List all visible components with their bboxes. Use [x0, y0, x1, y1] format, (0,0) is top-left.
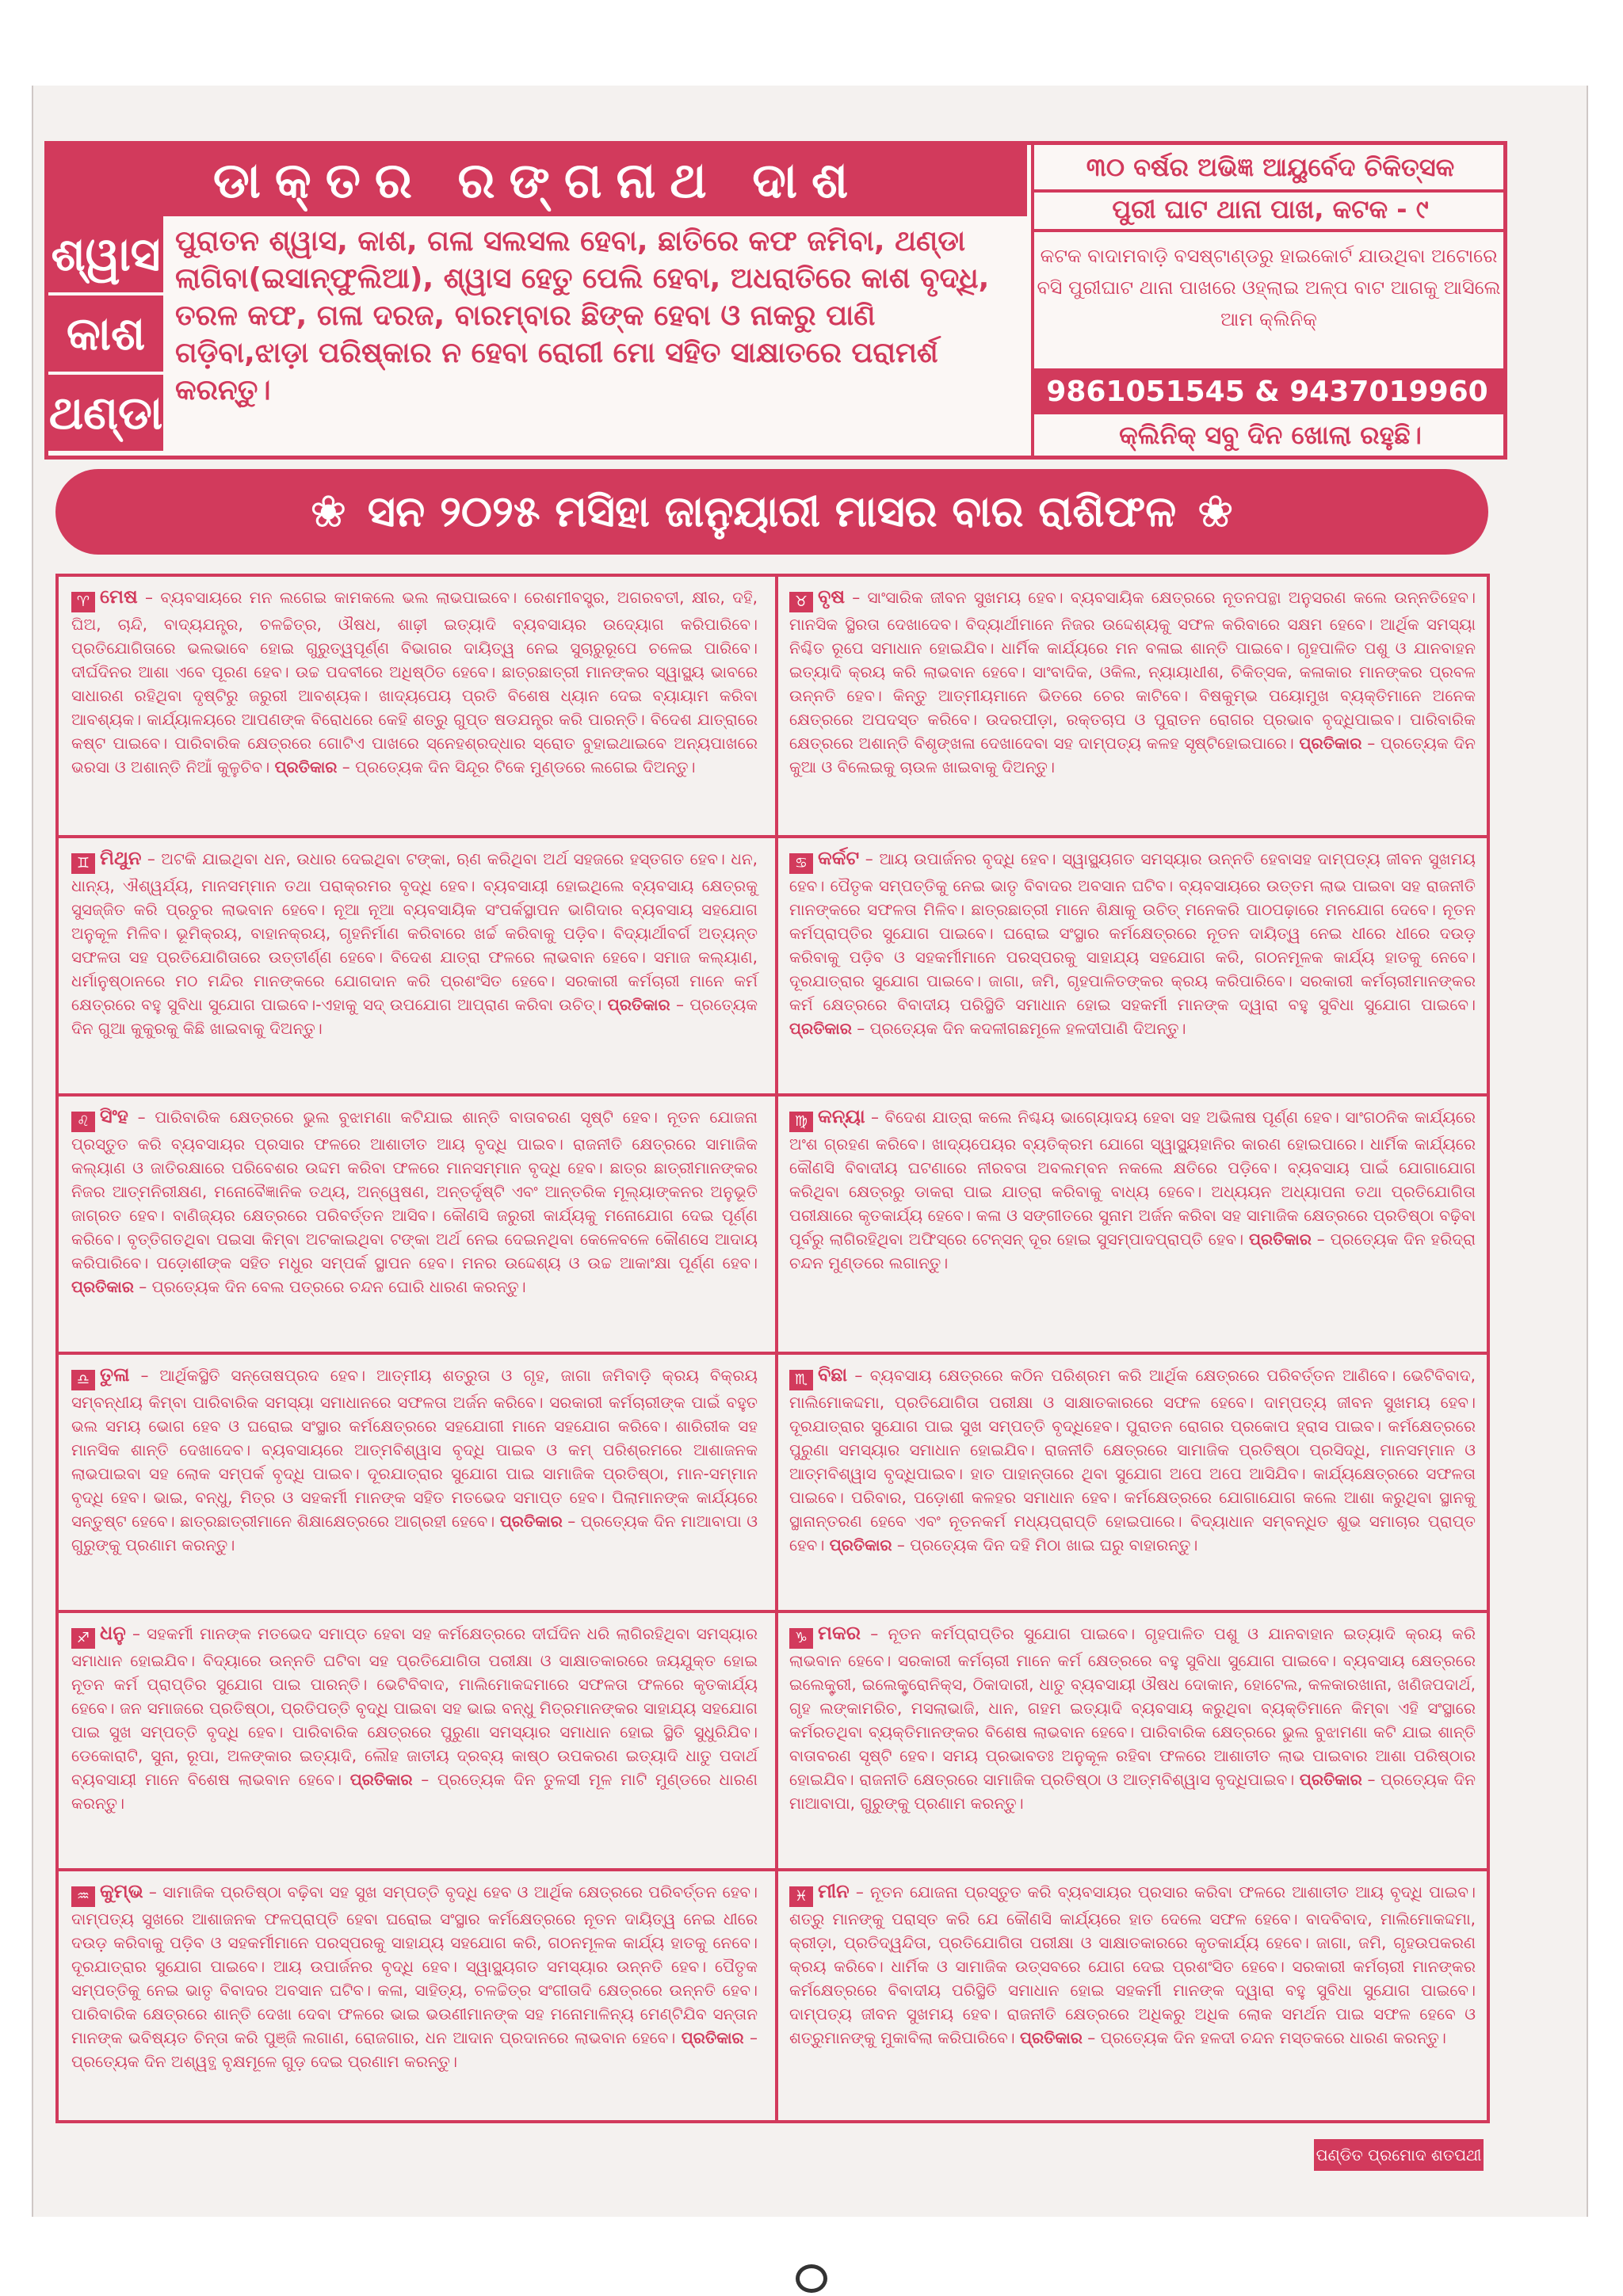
sign-text: ପାରିବାରିକ କ୍ଷେତ୍ରରେ ଭୁଲ ବୁଝାମଣା କଟିଯାଇ ଶାନ୍ତି ବାତାବରଣ ସୃଷ୍ଟି ହେବ। ନୂତନ ଯୋଜନା ପ୍ରସ୍ତୁତ କରି ବ୍ୟବସାୟର ପ୍ରସାର ଫଳରେ ଆଶାତୀତ ଆୟ ବୃଦ୍ଧି ପାଇବ। ରାଜନୀତି କ୍ଷେତ୍ରରେ ସାମାଜିକ କଲ୍ୟାଣ ଓ ଜାତିରକ୍ଷାରେ ପରିବେଶର ଉଦ୍ଦମ କରିବା ଫଳରେ ମାନସମ୍ମାନ ବୃଦ୍ଧି ହେବ। ଛାତ୍ର ଛାତ୍ରୀମାନଙ୍କର ନିଜର ଆତ୍ମନିରୀକ୍ଷଣ, ମନୋବୈଜ୍ଞାନିକ ତଥ୍ୟ, ଅନ୍ୱେଷଣ, ଅନ୍ତର୍ଦୃଷ୍ଟି ଏବଂ ଆନ୍ତରିକ ମୂଲ୍ୟାଙ୍କନର ଅନୁଭୂତି ଜାଗ୍ରତ ହେବ। ବାଣିଜ୍ୟର କ୍ଷେତ୍ରରେ ପରିବର୍ତ୍ତନ ଆସିବ। କୌଣସି ଜରୁରୀ କାର୍ଯ୍ୟକୁ ମନୋଯୋଗ ଦେଇ ପୂର୍ଣ୍ଣ କରିବେ। ବୃତ୍ତିଗତଥିବା ପଇସା କିମ୍ବା ଅଟକାଇଥିବା ଟଙ୍କା ଅର୍ଥ ନେଇ ଦେଇନଥିବା କେଳେବଳେ କୌଣସେ ଆଦାୟ କରିପାରିବେ। ପଡ଼ୋଶୀଙ୍କ ସହିତ ମଧୁର ସମ୍ପର୍କ ସ୍ଥାପନ ହେବ। ମନର ଉଦ୍ଦେଶ୍ୟ ଓ ଉଚ୍ଚ ଆକାଂକ୍ଷା ପୂର୍ଣ୍ଣ ହେବ। [71, 1108, 758, 1272]
sign-name: କନ୍ୟା [818, 1105, 865, 1127]
sign-name: ମୀନ [818, 1880, 850, 1902]
sign-box-virgo: ♍ କନ୍ୟା – ବିଦେଶ ଯାତ୍ରା କଲେ ନିଶ୍ଚୟ ଭାଗ୍ୟୋଦୟ ହେବା ସହ ଅଭିଳାଷ ପୂର୍ଣ୍ଣ ହେବ। ସାଂଗଠନିକ କାର୍ଯ୍ୟରେ ଅଂଶ ଗ୍ରହଣ କରିବେ। ଖାଦ୍ୟପେୟର ବ୍ୟତିକ୍ରମ ଯୋଗେ ସ୍ୱାସ୍ଥ୍ୟହାନିର କାରଣ ହୋଇପାରେ। ଧାର୍ମିକ କାର୍ଯ୍ୟରେ କୌଣସି ବିବାଦୀୟ ଘଟଣାରେ ନୀରବତା ଅବଲମ୍ବନ ନକଲେ କ୍ଷତିରେ ପଡ଼ିବେ। ବ୍ୟବସାୟ ପାଇଁ ଯୋଗାଯୋଗ କରିଥିବା କ୍ଷେତ୍ରରୁ ଡାକରା ପାଇ ଯାତ୍ରା କରିବାକୁ ବାଧ୍ୟ ହେବେ। ଅଧ୍ୟୟନ ଅଧ୍ୟାପନା ତଥା ପ୍ରତିଯୋଗିତା ପରୀକ୍ଷାରେ କୃତକାର୍ଯ୍ୟ ହେବେ। କଳା ଓ ସଙ୍ଗୀତରେ ସୁନାମ ଅର୍ଜନ କରିବା ସହ ସାମାଜିକ କ୍ଷେତ୍ରରେ ପ୍ରତିଷ୍ଠା ବଢ଼ିବା ପୂର୍ବରୁ ଲାଗିରହିଥିବା ଅଫିସ୍‌ରେ ଟେନ୍‌ସନ୍ ଦୂର ହୋଇ ସୁସମ୍ପାଦପ୍ରାପ୍ତି ହେବ। ପ୍ରତିକାର – ପ୍ରତ୍ୟେକ ଦିନ ହରିଦ୍ରା ଚନ୍ଦନ ମୁଣ୍ଡରେ ଲଗାନ୍ତୁ। [789, 1105, 1476, 1272]
sign-box-pisces: ♓ ମୀନ – ନୂତନ ଯୋଜନା ପ୍ରସ୍ତୁତ କରି ବ୍ୟବସାୟର ପ୍ରସାର କରିବା ଫଳରେ ଆଶାତୀତ ଆୟ ବୃଦ୍ଧି ପାଇବ। ଶତ୍ରୁ ମାନଙ୍କୁ ପରାସ୍ତ କରି ଯେ କୌଣସି କାର୍ଯ୍ୟରେ ହାତ ଦେଲେ ସଫଳ ହେବେ। ବାଦବିବାଦ, ମାଲିମୋକଦ୍ଦମା, କ୍ରୀଡ଼ା, ପ୍ରତିଦ୍ୱନ୍ଦିତା, ପ୍ରତିଯୋଗିତା ପରୀକ୍ଷା ଓ ସାକ୍ଷାତକାରରେ କୃତକାର୍ଯ୍ୟ ହେବେ। ଜାଗା, ଜମି, ଗୃହଉପକରଣ କ୍ରୟ କରିବେ। ଧାର୍ମିକ ଓ ସାମାଜିକ ଉତ୍ସବରେ ଯୋଗ ଦେଇ ପ୍ରଶଂସିତ ହେବେ। ସରକାରୀ କର୍ମଚାରୀ ମାନଙ୍କର କର୍ମକ୍ଷେତ୍ରରେ ବିବାଦୀୟ ପରିସ୍ଥିତି ସମାଧାନ ହୋଇ ସହକର୍ମୀ ମାନଙ୍କ ଦ୍ୱାରା ବହୁ ସୁବିଧା ସୁଯୋଗ ପାଇବେ। ଦାମ୍ପତ୍ୟ ଜୀବନ ସୁଖମୟ ହେବ। ରାଜନୀତି କ୍ଷେତ୍ରରେ ଅଧିକରୁ ଅଧିକ ଲୋକ ସମର୍ଥନ ପାଇ ସଫଳ ହେବେ ଓ ଶତ୍ରୁମାନଙ୍କୁ ମୁକାବିଲା କରିପାରିବେ। ପ୍ରତିକାର – ପ୍ରତ୍ୟେକ ଦିନ ହଳଦୀ ଚନ୍ଦନ ମସ୍ତକରେ ଧାରଣ କରନ୍ତୁ। [789, 1880, 1476, 2047]
hanging-hole [796, 2264, 827, 2293]
remedy-label: ପ୍ରତିକାର [1248, 1230, 1312, 1249]
clinic-address: ପୁରୀ ଘାଟ ଥାନା ପାଖ, କଟକ - ୯ [1031, 189, 1507, 232]
sign-text: ନୂତନ କର୍ମପ୍ରାପ୍ତିର ସୁଯୋଗ ପାଇବେ। ଗୃହପାଳିତ ପଶୁ ଓ ଯାନବାହାନ ଇତ୍ୟାଦି କ୍ରୟ କରି ଲାଭବାନ ହେବେ। ସରକାରୀ କର୍ମଚାରୀ ମାନେ କର୍ମ କ୍ଷେତ୍ରରେ ବହୁ ସୁବିଧା ସୁଯୋଗ ପାଇବେ। ବ୍ୟବସାୟ କ୍ଷେତ୍ରରେ ଇଲେକ୍ଟ୍ରୀ, ଇଲେକ୍ଟ୍ରୋନିକ୍ସ, ଠିକାଦାରୀ, ଧାତୁ ବ୍ୟବସାୟୀ ଔଷଧ ଦୋକାନ, ହୋଟେଲ, କଳକାରଖାନା, ଖଣିଜପଦାର୍ଥ, ଗୃହ ଲଙ୍କାମରିଚ, ମସଲାଭାଜି, ଧାନ, ଗହମ ଇତ୍ୟାଦି ବ୍ୟବସାୟ କରୁଥିବା ବ୍ୟକ୍ତିମାନେ କିମ୍ବା ଏହି ସଂସ୍ଥାରେ କର୍ମରତଥିବା ବ୍ୟକ୍ତିମାନଙ୍କର ବିଶେଷ ଲାଭବାନ ହେବେ। ପାରିବାରିକ କ୍ଷେତ୍ରରେ ଭୁଲ ବୁଝାମଣା କଟି ଯାଇ ଶାନ୍ତି ବାତାବରଣ ସୃଷ୍ଟି ହେବ। ସମୟ ପ୍ରଭାବତଃ ଅନୁକୂଳ ରହିବା ଫଳରେ ଆଶାତୀତ ଲାଭ ପାଇବାର ଆଶା ପରିଷ୍ଠାର ହୋଇଯିବ। ରାଜନୀତି କ୍ଷେତ୍ରରେ ସାମାଜିକ ପ୍ରତିଷ୍ଠା ଓ ଆତ୍ମବିଶ୍ୱାସ ବୃଦ୍ଧିପାଇବ। [789, 1624, 1476, 1789]
doctor-name: ଡାକ୍ତର ରଙ୍ଗନାଥ ଦାଶ [48, 145, 1027, 216]
sign-name: ତୁଳା [100, 1363, 130, 1386]
sign-text: ସହକର୍ମୀ ମାନଙ୍କ ମତଭେଦ ସମାପ୍ତ ହେବା ସହ କର୍ମକ୍ଷେତ୍ରରେ ଦୀର୍ଘଦିନ ଧରି ଲାଗିରହିଥିବା ସମସ୍ୟାର ସମାଧାନ ହୋଇଯିବ। ବିଦ୍ୟାରେ ଉନ୍ନତି ଘଟିବା ସହ ପ୍ରତିଯୋଗିତା ପରୀକ୍ଷା ଓ ସାକ୍ଷାତକାରରେ ଜୟଯୁକ୍ତ ହୋଇ ନୂତନ କର୍ମ ପ୍ରାପ୍ତିର ସୁଯୋଗ ପାଇ ପାରନ୍ତି। ଭେଟିବିବାଦ, ମାଲିମୋକଦ୍ଦମାରେ ସଫଳତା ଫଳରେ କୃତକାର୍ଯ୍ୟ ହେବେ। ଜନ ସମାଜରେ ପ୍ରତିଷ୍ଠା, ପ୍ରତିପତ୍ତି ବୃଦ୍ଧି ପାଇବା ସହ ଭାଇ ବନ୍ଧୁ ମିତ୍ରମାନଙ୍କର ସାହାଯ୍ୟ ସହଯୋଗ ପାଇ ସୁଖ ସମ୍ପତ୍ତି ବୃଦ୍ଧି ହେବ। ପାରିବାରିକ କ୍ଷେତ୍ରରେ ପୁରୁଣା ସମସ୍ୟାର ସମାଧାନ ହୋଇ ସ୍ଥିତି ସୁଧୁରିଯିବ। ଡେକୋରାଟି, ସୁନା, ରୂପା, ଅଳଙ୍କାର ଇତ୍ୟାଦି, ଲୌହ ଜାତୀୟ ଦ୍ରବ୍ୟ କାଷ୍ଠ ଉପକରଣ ଇତ୍ୟାଦି ଧାତୁ ପଦାର୍ଥ ବ୍ୟବସାୟୀ ମାନେ ବିଶେଷ ଲାଭବାନ ହେବେ। [71, 1624, 758, 1789]
sign-name: ମେଷ [100, 585, 138, 608]
sign-box-scorpio: ♏ ବିଛା – ବ୍ୟବସାୟ କ୍ଷେତ୍ରରେ କଠିନ ପରିଶ୍ରମ କରି ଆର୍ଥିକ କ୍ଷେତ୍ରରେ ପରିବର୍ତ୍ତନ ଆଣିବେ। ଭେଟିବିବାଦ, ମାଲିମୋକଦ୍ଦମା, ପ୍ରତିଯୋଗିତା ପରୀକ୍ଷା ଓ ସାକ୍ଷାତକାରରେ ସଫଳ ହେବେ। ଦାମ୍ପତ୍ୟ ଜୀବନ ସୁଖମୟ ହେବ। ଦୂରଯାତ୍ରାର ସୁଯୋଗ ପାଇ ସୁଖ ସମ୍ପତ୍ତି ବୃଦ୍ଧିହେବ। ପୁରାତନ ରୋଗର ପ୍ରକୋପ ହ୍ରାସ ପାଇବ। କର୍ମକ୍ଷେତ୍ରରେ ପୁରୁଣା ସମସ୍ୟାର ସମାଧାନ ହୋଇଯିବ। ରାଜନୀତି କ୍ଷେତ୍ରରେ ସାମାଜିକ ପ୍ରତିଷ୍ଠା ପ୍ରସିଦ୍ଧି, ମାନସମ୍ମାନ ଓ ଆତ୍ମବିଶ୍ୱାସ ବୃଦ୍ଧିପାଇବ। ହାତ ପାହାନ୍ତାରେ ଥିବା ସୁଯୋଗ ଅପେ ଅପେ ଆସିଯିବ। କାର୍ଯ୍ୟକ୍ଷେତ୍ରରେ ସଫଳତା ପାଇବେ। ପରିବାର, ପଡ଼ୋଶୀ କଳହର ସମାଧାନ ହେବ। କର୍ମକ୍ଷେତ୍ରରେ ଯୋଗାଯୋଗ କଲେ ଆଶା କରୁଥିବା ସ୍ଥାନକୁ ସ୍ଥାନାନ୍ତରଣ ହେବେ ଏବଂ ନୂତନକର୍ମ ମଧ୍ୟପ୍ରାପ୍ତି ହୋଇପାରେ। ବିଦ୍ୟାଧାନ ସମ୍ବନ୍ଧିତ ଶୁଭ ସମାଚାର ପ୍ରାପ୍ତ ହେବ। ପ୍ରତିକାର – ପ୍ରତ୍ୟେକ ଦିନ ଦହି ମିଠା ଖାଇ ଘରୁ ବାହାରନ୍ତୁ। [789, 1363, 1476, 1554]
sign-name: ମକର [818, 1622, 861, 1644]
remedy-label: ପ୍ରତିକାର [71, 1277, 134, 1296]
clinic-advertisement [44, 141, 1507, 460]
remedy-text: ପ୍ରତ୍ୟେକ ଦିନ କଦଳୀଗଛମୂଳେ ହଳଦୀପାଣି ଦିଅନ୍ତୁ। [869, 1019, 1186, 1038]
ailment-label-breath: ଶ୍ୱାସ [48, 216, 163, 292]
sign-text: ଆର୍ଥିକସ୍ଥିତି ସନ୍ତୋଷପ୍ରଦ ହେବ। ଆତ୍ମୀୟ ଶତ୍ରୁତା ଓ ଗୃହ, ଜାଗା ଜମିବାଡ଼ି କ୍ରୟ ବିକ୍ରୟ ସମ୍ବନ୍ଧୀୟ କିମ୍ବା ପାରିବାରିକ ସମସ୍ୟା ସମାଧାନରେ ସଫଳତା ଅର୍ଜନ କରିବେ। ସରକାରୀ କର୍ମଚାରୀଙ୍କ ପାଇଁ ବହୁତ ଭଲ ସମୟ ଭୋଗ ହେବ ଓ ଘରୋଇ ସଂସ୍ଥାର କର୍ମକ୍ଷେତ୍ରରେ ସହଯୋଗୀ ମାନେ ସହଯୋଗ କରିବେ। ଶାରିରୀକ ସହ ମାନସିକ ଶାନ୍ତି ଦେଖାଦେବ। ବ୍ୟବସାୟରେ ଆତ୍ମବିଶ୍ୱାସ ବୃଦ୍ଧି ପାଇବ ଓ କମ୍ ପରିଶ୍ରମରେ ଆଶାଜନକ ଲାଭପାଇବା ସହ ଲୋକ ସମ୍ପର୍କ ବୃଦ୍ଧି ପାଇବ। ଦୂରଯାତ୍ରାର ସୁଯୋଗ ପାଇ ସାମାଜିକ ପ୍ରତିଷ୍ଠା, ମାନ-ସମ୍ମାନ ବୃଦ୍ଧି ହେବ। ଭାଇ, ବନ୍ଧୁ, ମିତ୍ର ଓ ସହକର୍ମୀ ମାନଙ୍କ ସହିତ ମତଭେଦ ସମାପ୍ତ ହେବ। ପିଲାମାନଙ୍କ କାର୍ଯ୍ୟରେ ସନ୍ତୁଷ୍ଟ ହେବେ। ଛାତ୍ରଛାତ୍ରୀମାନେ ଶିକ୍ଷାକ୍ଷେତ୍ରରେ ଆଗ୍ରହୀ ହେବେ। [71, 1366, 758, 1531]
flower-ornament-icon: ❀ [1197, 486, 1235, 538]
remedy-text: ପ୍ରତ୍ୟେକ ଦିନ ଗୁଆ କୁକୁରକୁ କିଛି ଖାଇବାକୁ ଦିଅନ୍ତୁ। [71, 995, 758, 1038]
sign-box-aquarius: ♒ କୁମ୍ଭ – ସାମାଜିକ ପ୍ରତିଷ୍ଠା ବଢ଼ିବା ସହ ସୁଖ ସମ୍ପତ୍ତି ବୃଦ୍ଧି ହେବ ଓ ଆର୍ଥିକ କ୍ଷେତ୍ରରେ ପରିବର୍ତ୍ତନ ହେବ। ଦାମ୍ପତ୍ୟ ସୁଖରେ ଆଶାଜନକ ଫଳପ୍ରାପ୍ତି ହେବା ଘରୋଇ ସଂସ୍ଥାର କର୍ମକ୍ଷେତ୍ରରେ ନୂତନ ଦାୟିତ୍ୱ ନେଇ ଧୀରେ ଦଉଡ଼ କରିବାକୁ ପଡ଼ିବ ଓ ସହକର୍ମୀମାନେ ପରସ୍ପରକୁ ସାହାଯ୍ୟ ସହଯୋଗ କରି, ଗଠନମୂଳକ କାର୍ଯ୍ୟ ହାତକୁ ନେବେ। ଦୂରଯାତ୍ରାର ସୁଯୋଗ ପାଇବେ। ଆୟ ଉପାର୍ଜନର ବୃଦ୍ଧି ହେବ। ସ୍ୱାସ୍ଥ୍ୟଗତ ସମସ୍ୟାର ଉନ୍ନତି ହେବ। ପୈତୃକ ସମ୍ପତ୍ତିକୁ ନେଇ ଭାତୃ ବିବାଦର ଅବସାନ ଘଟିବ। କଳା, ସାହିତ୍ୟ, ଚଳଚ୍ଚିତ୍ର ସଂଗୀତାଦି କ୍ଷେତ୍ରରେ ଉନ୍ନତି ହେବ। ପାରିବାରିକ କ୍ଷେତ୍ରରେ ଶାନ୍ତି ଦେଖା ଦେବା ଫଳରେ ଭାଇ ଭଉଣୀମାନଙ୍କ ସହ ମନୋମାଳିନ୍ୟ ମେଣ୍ଟିଯିବ ସନ୍ତାନ ମାନଙ୍କ ଭବିଷ୍ୟତ ଚିନ୍ତା କରି ପୁଞ୍ଜି ଲଗାଣ, ରୋଜଗାର, ଧନ ଆଦାନ ପ୍ରଦାନରେ ଲାଭବାନ ହେବେ। ପ୍ରତିକାର – ପ୍ରତ୍ୟେକ ଦିନ ଅଶ୍ୱତ୍ଥ ବୃକ୍ଷମୂଳେ ଗୁଡ଼ ଦେଇ ପ୍ରଣାମ କରନ୍ତୁ। [71, 1880, 758, 2071]
sign-text: ବିଦେଶ ଯାତ୍ରା କଲେ ନିଶ୍ଚୟ ଭାଗ୍ୟୋଦୟ ହେବା ସହ ଅଭିଳାଷ ପୂର୍ଣ୍ଣ ହେବ। ସାଂଗଠନିକ କାର୍ଯ୍ୟରେ ଅଂଶ ଗ୍ରହଣ କରିବେ। ଖାଦ୍ୟପେୟର ବ୍ୟତିକ୍ରମ ଯୋଗେ ସ୍ୱାସ୍ଥ୍ୟହାନିର କାରଣ ହୋଇପାରେ। ଧାର୍ମିକ କାର୍ଯ୍ୟରେ କୌଣସି ବିବାଦୀୟ ଘଟଣାରେ ନୀରବତା ଅବଲମ୍ବନ ନକଲେ କ୍ଷତିରେ ପଡ଼ିବେ। ବ୍ୟବସାୟ ପାଇଁ ଯୋଗାଯୋଗ କରିଥିବା କ୍ଷେତ୍ରରୁ ଡାକରା ପାଇ ଯାତ୍ରା କରିବାକୁ ବାଧ୍ୟ ହେବେ। ଅଧ୍ୟୟନ ଅଧ୍ୟାପନା ତଥା ପ୍ରତିଯୋଗିତା ପରୀକ୍ଷାରେ କୃତକାର୍ଯ୍ୟ ହେବେ। କଳା ଓ ସଙ୍ଗୀତରେ ସୁନାମ ଅର୍ଜନ କରିବା ସହ ସାମାଜିକ କ୍ଷେତ୍ରରେ ପ୍ରତିଷ୍ଠା ବଢ଼ିବା ପୂର୍ବରୁ ଲାଗିରହିଥିବା ଅଫିସ୍‌ରେ ଟେନ୍‌ସନ୍ ଦୂର ହୋଇ ସୁସମ୍ପାଦପ୍ରାପ୍ତି ହେବ। [789, 1108, 1476, 1249]
sign-name: ଧନୁ [100, 1622, 126, 1644]
remedy-label: ପ୍ରତିକାର [681, 2028, 744, 2047]
experience-label: ୩୦ ବର୍ଷର ଅଭିଜ୍ଞ ଆୟୁର୍ବେଦ ଚିକିତ୍ସକ [1031, 145, 1507, 193]
sign-text: ଆୟ ଉପାର୍ଜନର ବୃଦ୍ଧି ହେବ। ସ୍ୱାସ୍ଥ୍ୟଗତ ସମସ୍ୟାର ଉନ୍ନତି ହେବାସହ ଦାମ୍ପତ୍ୟ ଜୀବନ ସୁଖମୟ ହେବ। ପୈତୃକ ସମ୍ପତ୍ତିକୁ ନେଇ ଭାତୃ ବିବାଦର ଅବସାନ ଘଟିବ। ବ୍ୟବସାୟରେ ଉତ୍ତମ ଲାଭ ପାଇବା ସହ ରାଜନୀତି ମାନଙ୍କରେ ସଫଳତା ମିଳିବ। ଛାତ୍ରଛାତ୍ରୀ ମାନେ ଶିକ୍ଷାକୁ ଉଚିତ୍ ମନେକରି ପାଠପଢ଼ାରେ ମନଯୋଗ ଦେବେ। ନୂତନ କର୍ମପ୍ରାପ୍ତିର ସୁଯୋଗ ପାଇବେ। ଘରୋଇ ସଂସ୍ଥାର କର୍ମକ୍ଷେତ୍ରରେ ନୂତନ ଦାୟିତ୍ୱ ନେଇ ଧୀରେ ଧୀରେ ଦଉଡ଼ କରିବାକୁ ପଡ଼ିବ ଓ ସହକର୍ମୀମାନେ ପରସ୍ପରକୁ ସାହାଯ୍ୟ ସହଯୋଗ କରି, ଗଠନମୂଳକ କାର୍ଯ୍ୟ ହାତକୁ ନେବେ। ଦୂରଯାତ୍ରାର ସୁଯୋଗ ପାଇବେ। ଜାଗା, ଜମି, ଗୃହପାଳିତଙ୍କର କ୍ରୟ କରିପାରିବେ। ସରକାରୀ କର୍ମଚାରୀମାନଙ୍କର କର୍ମ କ୍ଷେତ୍ରରେ ବିବାଦୀୟ ପରିସ୍ଥିତି ସମାଧାନ ହୋଇ ସହକର୍ମୀ ମାନଙ୍କ ଦ୍ୱାରା ବହୁ ସୁବିଧା ସୁଯୋଗ ପାଇବେ। [789, 849, 1476, 1014]
flower-ornament-icon: ❀ [309, 486, 347, 538]
pisces-icon: ♓ [789, 1886, 813, 1907]
remedy-label: ପ୍ରତିକାର [274, 757, 338, 776]
remedy-text: ପ୍ରତ୍ୟେକ ଦିନ କୁଆ ଓ ବିଲେଇକୁ ଚାଉଳ ଖାଇବାକୁ ଦିଅନ୍ତୁ। [789, 734, 1476, 776]
remedy-label: ପ୍ରତିକାର [607, 995, 670, 1014]
remedy-label: ପ୍ରତିକାର [349, 1770, 413, 1789]
remedy-text: ପ୍ରତ୍ୟେକ ଦିନ ମାଆବାପା, ଗୁରୁଙ୍କୁ ପ୍ରଣାମ କରନ୍ତୁ। [789, 1770, 1476, 1813]
symptoms-text: ପୁରାତନ ଶ୍ୱାସ, କାଶ, ଗଳା ସଲସଲ ହେବା, ଛାତିରେ କଫ ଜମିବା, ଥଣ୍ଡା ଲାଗିବା(ଇସାନ୍‌ଫୁଲିଆ), ଶ୍ୱାସ ହେତୁ ପେଲି ହେବା, ଅଧରାତିରେ କାଶ ବୃଦ୍ଧି, ତରଳ କଫ, ଗଳା ଦରଜ, ବାରମ୍ବାର ଛିଙ୍କ ହେବା ଓ ନାକରୁ ପାଣି ଗଡ଼ିବା,ଝାଡ଼ା ପରିଷ୍କାର ନ ହେବା ରୋଗୀ ମୋ ସହିତ ସାକ୍ଷାତରେ ପରାମର୍ଶ କରନ୍ତୁ। [175, 225, 990, 406]
remedy-label: ପ୍ରତିକାର [1299, 734, 1362, 753]
scorpio-icon: ♏ [789, 1370, 813, 1390]
remedy-text: ପ୍ରତ୍ୟେକ ଦିନ ତୁଳସୀ ମୂଳ ମାଟି ମୁଣ୍ଡରେ ଧାରଣ କରନ୍ତୁ। [71, 1770, 758, 1813]
sign-name: ବିଛା [818, 1363, 848, 1386]
open-hours-note: କ୍ଲିନିକ୍ ସବୁ ଦିନ ଖୋଲା ରହୁଛି। [1031, 414, 1507, 456]
remedy-label: ପ୍ରତିକାର [789, 1019, 852, 1038]
remedy-text: ପ୍ରତ୍ୟେକ ଦିନ ଅଶ୍ୱତ୍ଥ ବୃକ୍ଷମୂଳେ ଗୁଡ଼ ଦେଇ ପ୍ରଣାମ କରନ୍ତୁ। [71, 2052, 457, 2071]
sign-text: ନୂତନ ଯୋଜନା ପ୍ରସ୍ତୁତ କରି ବ୍ୟବସାୟର ପ୍ରସାର କରିବା ଫଳରେ ଆଶାତୀତ ଆୟ ବୃଦ୍ଧି ପାଇବ। ଶତ୍ରୁ ମାନଙ୍କୁ ପରାସ୍ତ କରି ଯେ କୌଣସି କାର୍ଯ୍ୟରେ ହାତ ଦେଲେ ସଫଳ ହେବେ। ବାଦବିବାଦ, ମାଲିମୋକଦ୍ଦମା, କ୍ରୀଡ଼ା, ପ୍ରତିଦ୍ୱନ୍ଦିତା, ପ୍ରତିଯୋଗିତା ପରୀକ୍ଷା ଓ ସାକ୍ଷାତକାରରେ କୃତକାର୍ଯ୍ୟ ହେବେ। ଜାଗା, ଜମି, ଗୃହଉପକରଣ କ୍ରୟ କରିବେ। ଧାର୍ମିକ ଓ ସାମାଜିକ ଉତ୍ସବରେ ଯୋଗ ଦେଇ ପ୍ରଶଂସିତ ହେବେ। ସରକାରୀ କର୍ମଚାରୀ ମାନଙ୍କର କର୍ମକ୍ଷେତ୍ରରେ ବିବାଦୀୟ ପରିସ୍ଥିତି ସମାଧାନ ହୋଇ ସହକର୍ମୀ ମାନଙ୍କ ଦ୍ୱାରା ବହୁ ସୁବିଧା ସୁଯୋଗ ପାଇବେ। ଦାମ୍ପତ୍ୟ ଜୀବନ ସୁଖମୟ ହେବ। ରାଜନୀତି କ୍ଷେତ୍ରରେ ଅଧିକରୁ ଅଧିକ ଲୋକ ସମର୍ଥନ ପାଇ ସଫଳ ହେବେ ଓ ଶତ୍ରୁମାନଙ୍କୁ ମୁକାବିଲା କରିପାରିବେ। [789, 1882, 1476, 2047]
horoscope-banner [55, 469, 1488, 555]
remedy-label: ପ୍ରତିକାର [1299, 1770, 1362, 1789]
sign-box-sagittarius: ♐ ଧନୁ – ସହକର୍ମୀ ମାନଙ୍କ ମତଭେଦ ସମାପ୍ତ ହେବା ସହ କର୍ମକ୍ଷେତ୍ରରେ ଦୀର୍ଘଦିନ ଧରି ଲାଗିରହିଥିବା ସମସ୍ୟାର ସମାଧାନ ହୋଇଯିବ। ବିଦ୍ୟାରେ ଉନ୍ନତି ଘଟିବା ସହ ପ୍ରତିଯୋଗିତା ପରୀକ୍ଷା ଓ ସାକ୍ଷାତକାରରେ ଜୟଯୁକ୍ତ ହୋଇ ନୂତନ କର୍ମ ପ୍ରାପ୍ତିର ସୁଯୋଗ ପାଇ ପାରନ୍ତି। ଭେଟିବିବାଦ, ମାଲିମୋକଦ୍ଦମାରେ ସଫଳତା ଫଳରେ କୃତକାର୍ଯ୍ୟ ହେବେ। ଜନ ସମାଜରେ ପ୍ରତିଷ୍ଠା, ପ୍ରତିପତ୍ତି ବୃଦ୍ଧି ପାଇବା ସହ ଭାଇ ବନ୍ଧୁ ମିତ୍ରମାନଙ୍କର ସାହାଯ୍ୟ ସହଯୋଗ ପାଇ ସୁଖ ସମ୍ପତ୍ତି ବୃଦ୍ଧି ହେବ। ପାରିବାରିକ କ୍ଷେତ୍ରରେ ପୁରୁଣା ସମସ୍ୟାର ସମାଧାନ ହୋଇ ସ୍ଥିତି ସୁଧୁରିଯିବ। ଡେକୋରାଟି, ସୁନା, ରୂପା, ଅଳଙ୍କାର ଇତ୍ୟାଦି, ଲୌହ ଜାତୀୟ ଦ୍ରବ୍ୟ କାଷ୍ଠ ଉପକରଣ ଇତ୍ୟାଦି ଧାତୁ ପଦାର୍ଥ ବ୍ୟବସାୟୀ ମାନେ ବିଶେଷ ଲାଭବାନ ହେବେ। ପ୍ରତିକାର – ପ୍ରତ୍ୟେକ ଦିନ ତୁଳସୀ ମୂଳ ମାଟି ମୁଣ୍ଡରେ ଧାରଣ କରନ୍ତୁ। [71, 1622, 758, 1813]
sign-text: ସାଂସାରିକ ଜୀବନ ସୁଖମୟ ହେବ। ବ୍ୟବସାୟିକ କ୍ଷେତ୍ରରେ ନୂତନପନ୍ଥା ଅନୁସରଣ କଲେ ଉନ୍ନତିହେବ। ମାନସିକ ସ୍ଥିରତା ଦେଖାଦେବ। ବିଦ୍ୟାର୍ଥୀମାନେ ନିଜର ଉଦ୍ଦେଶ୍ୟକୁ ସଫଳ କରିବାରେ ସକ୍ଷମ ହେବେ। ଆର୍ଥିକ ସମସ୍ୟା ନିଶ୍ଚିତ ରୂପେ ସମାଧାନ ହୋଇଯିବ। ଧାର୍ମିକ କାର୍ଯ୍ୟରେ ମନ ବଳାଇ ଶାନ୍ତି ପାଇବେ। ଗୃହପାଳିତ ପଶୁ ଓ ଯାନବାହନ ଇତ୍ୟାଦି କ୍ରୟ କରି ଲାଭବାନ ହେବେ। ସାଂବାଦିକ, ଓକିଲ, ନ୍ୟାୟାଧୀଶ, ଚିକିତ୍ସକ, କଳାକାର ମାନଙ୍କର ପ୍ରବଳ ଉନ୍ନତି ହେବ। କିନ୍ତୁ ଆତ୍ମୀୟମାନେ ଭିତରେ ଚେର କାଟିବେ। ବିଷକୁମ୍ଭ ପୟୋମୁଖ ବ୍ୟକ୍ତିମାନେ ଅନେକ କ୍ଷେତ୍ରରେ ଅପଦସ୍ତ କରିବେ। ଉଦରପୀଡ଼ା, ରକ୍ତଚାପ ଓ ପୁରାତନ ରୋଗର ପ୍ରଭାବ ବୃଦ୍ଧିପାଇବ। ପାରିବାରିକ କ୍ଷେତ୍ରରେ ଅଶାନ୍ତି ବିଶୃଙ୍ଖଳା ଦେଖାଦେବା ସହ ଦାମ୍ପତ୍ୟ କଳହ ସୃଷ୍ଟିହୋଇପାରେ। [789, 588, 1476, 753]
sign-box-gemini: ♊ ମିଥୁନ – ଅଟକି ଯାଇଥିବା ଧନ, ଉଧାର ଦେଇଥିବା ଟଙ୍କା, ଋଣ କରିଥିବା ଅର୍ଥ ସହଜରେ ହସ୍ତଗତ ହେବ। ଧନ, ଧାନ୍ୟ, ଐଶ୍ୱର୍ଯ୍ୟ, ମାନସମ୍ମାନ ତଥା ପରାକ୍ରମର ବୃଦ୍ଧି ହେବ। ବ୍ୟବସାୟୀ ହୋଇଥିଲେ ବ୍ୟବସାୟ କ୍ଷେତ୍ରକୁ ସୁସଜ୍ଜିତ କରି ପ୍ରଚୁର ଲାଭବାନ ହେବେ। ନୂଆ ନୂଆ ବ୍ୟବସାୟିକ ସଂପର୍କସ୍ଥାପନ ଭାଗିଦାର ବ୍ୟବସାୟ ସହଯୋଗ ଅନୁକୂଳ ମିଳିବ। ଭୂମିକ୍ରୟ, ବାହାନକ୍ରୟ, ଗୃହନିର୍ମାଣ କରିବାରେ ଖର୍ଚ୍ଚ କରିବାକୁ ପଡ଼ିବ। ବିଦ୍ୟାର୍ଥୀବର୍ଗ ଅତ୍ୟନ୍ତ ସଫଳତା ସହ ପ୍ରତିଯୋଗିତାରେ ଉତ୍ତୀର୍ଣ୍ଣ ହେବେ। ବିଦେଶ ଯାତ୍ରା ଫଳରେ ଲାଭବାନ ହେବେ। ସମାଜ କଲ୍ୟାଣ, ଧର୍ମାନୁଷ୍ଠାନରେ ମଠ ମନ୍ଦିର ମାନଙ୍କରେ ଯୋଗଦାନ କରି ପ୍ରଶଂସିତ ହେବେ। ସରକାରୀ କର୍ମଚାରୀ ମାନେ କର୍ମ କ୍ଷେତ୍ରରେ ବହୁ ସୁବିଧା ସୁଯୋଗ ପାଇବେ।-ଏହାକୁ ସଦ୍ ଉପଯୋଗ ଆପ୍ରାଣ କରିବା ଉଚିତ୍। ପ୍ରତିକାର – ପ୍ରତ୍ୟେକ ଦିନ ଗୁଆ କୁକୁରକୁ କିଛି ଖାଇବାକୁ ଦିଅନ୍ତୁ। [71, 847, 758, 1038]
sign-text: ସାମାଜିକ ପ୍ରତିଷ୍ଠା ବଢ଼ିବା ସହ ସୁଖ ସମ୍ପତ୍ତି ବୃଦ୍ଧି ହେବ ଓ ଆର୍ଥିକ କ୍ଷେତ୍ରରେ ପରିବର୍ତ୍ତନ ହେବ। ଦାମ୍ପତ୍ୟ ସୁଖରେ ଆଶାଜନକ ଫଳପ୍ରାପ୍ତି ହେବା ଘରୋଇ ସଂସ୍ଥାର କର୍ମକ୍ଷେତ୍ରରେ ନୂତନ ଦାୟିତ୍ୱ ନେଇ ଧୀରେ ଦଉଡ଼ କରିବାକୁ ପଡ଼ିବ ଓ ସହକର୍ମୀମାନେ ପରସ୍ପରକୁ ସାହାଯ୍ୟ ସହଯୋଗ କରି, ଗଠନମୂଳକ କାର୍ଯ୍ୟ ହାତକୁ ନେବେ। ଦୂରଯାତ୍ରାର ସୁଯୋଗ ପାଇବେ। ଆୟ ଉପାର୍ଜନର ବୃଦ୍ଧି ହେବ। ସ୍ୱାସ୍ଥ୍ୟଗତ ସମସ୍ୟାର ଉନ୍ନତି ହେବ। ପୈତୃକ ସମ୍ପତ୍ତିକୁ ନେଇ ଭାତୃ ବିବାଦର ଅବସାନ ଘଟିବ। କଳା, ସାହିତ୍ୟ, ଚଳଚ୍ଚିତ୍ର ସଂଗୀତାଦି କ୍ଷେତ୍ରରେ ଉନ୍ନତି ହେବ। ପାରିବାରିକ କ୍ଷେତ୍ରରେ ଶାନ୍ତି ଦେଖା ଦେବା ଫଳରେ ଭାଇ ଭଉଣୀମାନଙ୍କ ସହ ମନୋମାଳିନ୍ୟ ମେଣ୍ଟିଯିବ ସନ୍ତାନ ମାନଙ୍କ ଭବିଷ୍ୟତ ଚିନ୍ତା କରି ପୁଞ୍ଜି ଲଗାଣ, ରୋଜଗାର, ଧନ ଆଦାନ ପ୍ରଦାନରେ ଲାଭବାନ ହେବେ। [71, 1882, 758, 2047]
ailment-labels [48, 216, 163, 456]
sign-name: କର୍କଟ [818, 847, 860, 869]
sign-name: ମିଥୁନ [100, 847, 142, 869]
remedy-label: ପ୍ରତିକାର [829, 1535, 892, 1554]
remedy-text: ପ୍ରତ୍ୟେକ ଦିନ ସିନ୍ଦୂର ଟିକେ ମୁଣ୍ଡରେ ଲଗେଇ ଦିଅନ୍ତୁ। [355, 757, 696, 776]
sign-box-libra: ♎ ତୁଳା – ଆର୍ଥିକସ୍ଥିତି ସନ୍ତୋଷପ୍ରଦ ହେବ। ଆତ୍ମୀୟ ଶତ୍ରୁତା ଓ ଗୃହ, ଜାଗା ଜମିବାଡ଼ି କ୍ରୟ ବିକ୍ରୟ ସମ୍ବନ୍ଧୀୟ କିମ୍ବା ପାରିବାରିକ ସମସ୍ୟା ସମାଧାନରେ ସଫଳତା ଅର୍ଜନ କରିବେ। ସରକାରୀ କର୍ମଚାରୀଙ୍କ ପାଇଁ ବହୁତ ଭଲ ସମୟ ଭୋଗ ହେବ ଓ ଘରୋଇ ସଂସ୍ଥାର କର୍ମକ୍ଷେତ୍ରରେ ସହଯୋଗୀ ମାନେ ସହଯୋଗ କରିବେ। ଶାରିରୀକ ସହ ମାନସିକ ଶାନ୍ତି ଦେଖାଦେବ। ବ୍ୟବସାୟରେ ଆତ୍ମବିଶ୍ୱାସ ବୃଦ୍ଧି ପାଇବ ଓ କମ୍ ପରିଶ୍ରମରେ ଆଶାଜନକ ଲାଭପାଇବା ସହ ଲୋକ ସମ୍ପର୍କ ବୃଦ୍ଧି ପାଇବ। ଦୂରଯାତ୍ରାର ସୁଯୋଗ ପାଇ ସାମାଜିକ ପ୍ରତିଷ୍ଠା, ମାନ-ସମ୍ମାନ ବୃଦ୍ଧି ହେବ। ଭାଇ, ବନ୍ଧୁ, ମିତ୍ର ଓ ସହକର୍ମୀ ମାନଙ୍କ ସହିତ ମତଭେଦ ସମାପ୍ତ ହେବ। ପିଲାମାନଙ୍କ କାର୍ଯ୍ୟରେ ସନ୍ତୁଷ୍ଟ ହେବେ। ଛାତ୍ରଛାତ୍ରୀମାନେ ଶିକ୍ଷାକ୍ଷେତ୍ରରେ ଆଗ୍ରହୀ ହେବେ। ପ୍ରତିକାର – ପ୍ରତ୍ୟେକ ଦିନ ମାଆବାପା ଓ ଗୁରୁଙ୍କୁ ପ୍ରଣାମ କରନ୍ତୁ। [71, 1363, 758, 1554]
remedy-text: ପ୍ରତ୍ୟେକ ଦିନ ବେଲ ପତ୍ରରେ ଚନ୍ଦନ ଘୋରି ଧାରଣ କରନ୍ତୁ। [151, 1277, 526, 1296]
remedy-text: ପ୍ରତ୍ୟେକ ଦିନ ମାଆବାପା ଓ ଗୁରୁଙ୍କୁ ପ୍ରଣାମ କରନ୍ତୁ। [71, 1512, 758, 1554]
banner-title: ସନ ୨୦୨୫ ମସିହା ଜାନୁୟାରୀ ମାସର ବାର ରାଶିଫଳ [367, 486, 1177, 536]
taurus-icon: ♉ [789, 592, 813, 612]
sign-text: ଅଟକି ଯାଇଥିବା ଧନ, ଉଧାର ଦେଇଥିବା ଟଙ୍କା, ଋଣ କରିଥିବା ଅର୍ଥ ସହଜରେ ହସ୍ତଗତ ହେବ। ଧନ, ଧାନ୍ୟ, ଐଶ୍ୱର୍ଯ୍ୟ, ମାନସମ୍ମାନ ତଥା ପରାକ୍ରମର ବୃଦ୍ଧି ହେବ। ବ୍ୟବସାୟୀ ହୋଇଥିଲେ ବ୍ୟବସାୟ କ୍ଷେତ୍ରକୁ ସୁସଜ୍ଜିତ କରି ପ୍ରଚୁର ଲାଭବାନ ହେବେ। ନୂଆ ନୂଆ ବ୍ୟବସାୟିକ ସଂପର୍କସ୍ଥାପନ ଭାଗିଦାର ବ୍ୟବସାୟ ସହଯୋଗ ଅନୁକୂଳ ମିଳିବ। ଭୂମିକ୍ରୟ, ବାହାନକ୍ରୟ, ଗୃହନିର୍ମାଣ କରିବାରେ ଖର୍ଚ୍ଚ କରିବାକୁ ପଡ଼ିବ। ବିଦ୍ୟାର୍ଥୀବର୍ଗ ଅତ୍ୟନ୍ତ ସଫଳତା ସହ ପ୍ରତିଯୋଗିତାରେ ଉତ୍ତୀର୍ଣ୍ଣ ହେବେ। ବିଦେଶ ଯାତ୍ରା ଫଳରେ ଲାଭବାନ ହେବେ। ସମାଜ କଲ୍ୟାଣ, ଧର୍ମାନୁଷ୍ଠାନରେ ମଠ ମନ୍ଦିର ମାନଙ୍କରେ ଯୋଗଦାନ କରି ପ୍ରଶଂସିତ ହେବେ। ସରକାରୀ କର୍ମଚାରୀ ମାନେ କର୍ମ କ୍ଷେତ୍ରରେ ବହୁ ସୁବିଧା ସୁଯୋଗ ପାଇବେ।-ଏହାକୁ ସଦ୍ ଉପଯୋଗ ଆପ୍ରାଣ କରିବା ଉଚିତ୍। [71, 849, 758, 1014]
remedy-label: ପ୍ରତିକାର [1020, 2028, 1083, 2047]
sign-name: ବୃଷ [818, 585, 846, 608]
virgo-icon: ♍ [789, 1112, 813, 1132]
sign-box-cancer: ♋ କର୍କଟ – ଆୟ ଉପାର୍ଜନର ବୃଦ୍ଧି ହେବ। ସ୍ୱାସ୍ଥ୍ୟଗତ ସମସ୍ୟାର ଉନ୍ନତି ହେବାସହ ଦାମ୍ପତ୍ୟ ଜୀବନ ସୁଖମୟ ହେବ। ପୈତୃକ ସମ୍ପତ୍ତିକୁ ନେଇ ଭାତୃ ବିବାଦର ଅବସାନ ଘଟିବ। ବ୍ୟବସାୟରେ ଉତ୍ତମ ଲାଭ ପାଇବା ସହ ରାଜନୀତି ମାନଙ୍କରେ ସଫଳତା ମିଳିବ। ଛାତ୍ରଛାତ୍ରୀ ମାନେ ଶିକ୍ଷାକୁ ଉଚିତ୍ ମନେକରି ପାଠପଢ଼ାରେ ମନଯୋଗ ଦେବେ। ନୂତନ କର୍ମପ୍ରାପ୍ତିର ସୁଯୋଗ ପାଇବେ। ଘରୋଇ ସଂସ୍ଥାର କର୍ମକ୍ଷେତ୍ରରେ ନୂତନ ଦାୟିତ୍ୱ ନେଇ ଧୀରେ ଧୀରେ ଦଉଡ଼ କରିବାକୁ ପଡ଼ିବ ଓ ସହକର୍ମୀମାନେ ପରସ୍ପରକୁ ସାହାଯ୍ୟ ସହଯୋଗ କରି, ଗଠନମୂଳକ କାର୍ଯ୍ୟ ହାତକୁ ନେବେ। ଦୂରଯାତ୍ରାର ସୁଯୋଗ ପାଇବେ। ଜାଗା, ଜମି, ଗୃହପାଳିତଙ୍କର କ୍ରୟ କରିପାରିବେ। ସରକାରୀ କର୍ମଚାରୀମାନଙ୍କର କର୍ମ କ୍ଷେତ୍ରରେ ବିବାଦୀୟ ପରିସ୍ଥିତି ସମାଧାନ ହୋଇ ସହକର୍ମୀ ମାନଙ୍କ ଦ୍ୱାରା ବହୁ ସୁବିଧା ସୁଯୋଗ ପାଇବେ। ପ୍ରତିକାର – ପ୍ରତ୍ୟେକ ଦିନ କଦଳୀଗଛମୂଳେ ହଳଦୀପାଣି ଦିଅନ୍ତୁ। [789, 847, 1476, 1038]
sagittarius-icon: ♐ [71, 1628, 95, 1649]
sign-name: କୁମ୍ଭ [100, 1880, 143, 1902]
ailment-label-cold: ଥଣ୍ଡା [48, 375, 163, 451]
sign-box-aries: ♈ ମେଷ – ବ୍ୟବସାୟରେ ମନ ଲଗେଇ କାମକଲେ ଭଲ ଲାଭପାଇବେ। ରେଶମୀବସ୍ତ୍ର, ଅଗରବତୀ, କ୍ଷୀର, ଦହି, ଘିଅ, ଚାନ୍ଦି, ବାଦ୍ୟଯନ୍ତ୍ର, ଚଳଚ୍ଚିତ୍ର, ଔଷଧ, ଶାଢ଼ୀ ଇତ୍ୟାଦି ବ୍ୟବସାୟର ଉଦ୍ୟୋଗ କରିପାରିବେ। ପ୍ରତିଯୋଗିତାରେ ଭଲଭାବେ ହୋଇ ଗୁରୁତ୍ୱପୂର୍ଣ୍ଣ ବିଭାଗର ଦାୟିତ୍ୱ ନେଇ ସୁଚାରୁରୂପେ ଚଳେଇ ପାରିବେ। ଦୀର୍ଘଦିନର ଆଶା ଏବେ ପୂରଣ ହେବ। ଉଚ୍ଚ ପଦବୀରେ ଅଧିଷ୍ଠିତ ହେବେ। ଛାତ୍ରଛାତ୍ରୀ ମାନଙ୍କର ସ୍ୱାସ୍ଥ୍ୟ ଭାବରେ ସାଧାରଣ ରହିଥିବା ଦୃଷ୍ଟିରୁ ଜରୁରୀ ଆବଶ୍ୟକ। ଖାଦ୍ୟପେୟ ପ୍ରତି ବିଶେଷ ଧ୍ୟାନ ଦେଇ ବ୍ୟାୟାମ କରିବା ଆବଶ୍ୟକ। କାର୍ଯ୍ୟାଳୟରେ ଆପଣଙ୍କ ବିରୋଧରେ କେହି ଶତ୍ରୁ ଗୁପ୍ତ ଷଡଯନ୍ତ୍ର କରି ପାରନ୍ତି। ବିଦେଶ ଯାତ୍ରାରେ କଷ୍ଟ ପାଇବେ। ପାରିବାରିକ କ୍ଷେତ୍ରରେ ଗୋଟିଏ ପାଖରେ ସ୍ନେହଶ୍ରଦ୍ଧାର ସ୍ରୋତ ବୁହାଇଥାଇବେ ଅନ୍ୟପାଖରେ ଭରସା ଓ ଅଶାନ୍ତି ନିଆଁ କୁଳୁଚିବ। ପ୍ରତିକାର – ପ୍ରତ୍ୟେକ ଦିନ ସିନ୍ଦୂର ଟିକେ ମୁଣ୍ଡରେ ଲଗେଇ ଦିଅନ୍ତୁ। [71, 585, 758, 776]
sign-box-taurus: ♉ ବୃଷ – ସାଂସାରିକ ଜୀବନ ସୁଖମୟ ହେବ। ବ୍ୟବସାୟିକ କ୍ଷେତ୍ରରେ ନୂତନପନ୍ଥା ଅନୁସରଣ କଲେ ଉନ୍ନତିହେବ। ମାନସିକ ସ୍ଥିରତା ଦେଖାଦେବ। ବିଦ୍ୟାର୍ଥୀମାନେ ନିଜର ଉଦ୍ଦେଶ୍ୟକୁ ସଫଳ କରିବାରେ ସକ୍ଷମ ହେବେ। ଆର୍ଥିକ ସମସ୍ୟା ନିଶ୍ଚିତ ରୂପେ ସମାଧାନ ହୋଇଯିବ। ଧାର୍ମିକ କାର୍ଯ୍ୟରେ ମନ ବଳାଇ ଶାନ୍ତି ପାଇବେ। ଗୃହପାଳିତ ପଶୁ ଓ ଯାନବାହନ ଇତ୍ୟାଦି କ୍ରୟ କରି ଲାଭବାନ ହେବେ। ସାଂବାଦିକ, ଓକିଲ, ନ୍ୟାୟାଧୀଶ, ଚିକିତ୍ସକ, କଳାକାର ମାନଙ୍କର ପ୍ରବଳ ଉନ୍ନତି ହେବ। କିନ୍ତୁ ଆତ୍ମୀୟମାନେ ଭିତରେ ଚେର କାଟିବେ। ବିଷକୁମ୍ଭ ପୟୋମୁଖ ବ୍ୟକ୍ତିମାନେ ଅନେକ କ୍ଷେତ୍ରରେ ଅପଦସ୍ତ କରିବେ। ଉଦରପୀଡ଼ା, ରକ୍ତଚାପ ଓ ପୁରାତନ ରୋଗର ପ୍ରଭାବ ବୃଦ୍ଧିପାଇବ। ପାରିବାରିକ କ୍ଷେତ୍ରରେ ଅଶାନ୍ତି ବିଶୃଙ୍ଖଳା ଦେଖାଦେବା ସହ ଦାମ୍ପତ୍ୟ କଳହ ସୃଷ୍ଟିହୋଇପାରେ। ପ୍ରତିକାର – ପ୍ରତ୍ୟେକ ଦିନ କୁଆ ଓ ବିଲେଇକୁ ଚାଉଳ ଖାଇବାକୁ ଦିଅନ୍ତୁ। [789, 585, 1476, 776]
remedy-text: ପ୍ରତ୍ୟେକ ଦିନ ଦହି ମିଠା ଖାଇ ଘରୁ ବାହାରନ୍ତୁ। [910, 1535, 1198, 1554]
sign-text: ବ୍ୟବସାୟ କ୍ଷେତ୍ରରେ କଠିନ ପରିଶ୍ରମ କରି ଆର୍ଥିକ କ୍ଷେତ୍ରରେ ପରିବର୍ତ୍ତନ ଆଣିବେ। ଭେଟିବିବାଦ, ମାଲିମୋକଦ୍ଦମା, ପ୍ରତିଯୋଗିତା ପରୀକ୍ଷା ଓ ସାକ୍ଷାତକାରରେ ସଫଳ ହେବେ। ଦାମ୍ପତ୍ୟ ଜୀବନ ସୁଖମୟ ହେବ। ଦୂରଯାତ୍ରାର ସୁଯୋଗ ପାଇ ସୁଖ ସମ୍ପତ୍ତି ବୃଦ୍ଧିହେବ। ପୁରାତନ ରୋଗର ପ୍ରକୋପ ହ୍ରାସ ପାଇବ। କର୍ମକ୍ଷେତ୍ରରେ ପୁରୁଣା ସମସ୍ୟାର ସମାଧାନ ହୋଇଯିବ। ରାଜନୀତି କ୍ଷେତ୍ରରେ ସାମାଜିକ ପ୍ରତିଷ୍ଠା ପ୍ରସିଦ୍ଧି, ମାନସମ୍ମାନ ଓ ଆତ୍ମବିଶ୍ୱାସ ବୃଦ୍ଧିପାଇବ। ହାତ ପାହାନ୍ତାରେ ଥିବା ସୁଯୋଗ ଅପେ ଅପେ ଆସିଯିବ। କାର୍ଯ୍ୟକ୍ଷେତ୍ରରେ ସଫଳତା ପାଇବେ। ପରିବାର, ପଡ଼ୋଶୀ କଳହର ସମାଧାନ ହେବ। କର୍ମକ୍ଷେତ୍ରରେ ଯୋଗାଯୋଗ କଲେ ଆଶା କରୁଥିବା ସ୍ଥାନକୁ ସ୍ଥାନାନ୍ତରଣ ହେବେ ଏବଂ ନୂତନକର୍ମ ମଧ୍ୟପ୍ରାପ୍ତି ହୋଇପାରେ। ବିଦ୍ୟାଧାନ ସମ୍ବନ୍ଧିତ ଶୁଭ ସମାଚାର ପ୍ରାପ୍ତ ହେବ। [789, 1366, 1476, 1554]
gemini-icon: ♊ [71, 853, 95, 874]
cancer-icon: ♋ [789, 853, 813, 874]
aquarius-icon: ♒ [71, 1886, 95, 1907]
sign-box-capricorn: ♑ ମକର – ନୂତନ କର୍ମପ୍ରାପ୍ତିର ସୁଯୋଗ ପାଇବେ। ଗୃହପାଳିତ ପଶୁ ଓ ଯାନବାହାନ ଇତ୍ୟାଦି କ୍ରୟ କରି ଲାଭବାନ ହେବେ। ସରକାରୀ କର୍ମଚାରୀ ମାନେ କର୍ମ କ୍ଷେତ୍ରରେ ବହୁ ସୁବିଧା ସୁଯୋଗ ପାଇବେ। ବ୍ୟବସାୟ କ୍ଷେତ୍ରରେ ଇଲେକ୍ଟ୍ରୀ, ଇଲେକ୍ଟ୍ରୋନିକ୍ସ, ଠିକାଦାରୀ, ଧାତୁ ବ୍ୟବସାୟୀ ଔଷଧ ଦୋକାନ, ହୋଟେଲ, କଳକାରଖାନା, ଖଣିଜପଦାର୍ଥ, ଗୃହ ଲଙ୍କାମରିଚ, ମସଲାଭାଜି, ଧାନ, ଗହମ ଇତ୍ୟାଦି ବ୍ୟବସାୟ କରୁଥିବା ବ୍ୟକ୍ତିମାନେ କିମ୍ବା ଏହି ସଂସ୍ଥାରେ କର୍ମରତଥିବା ବ୍ୟକ୍ତିମାନଙ୍କର ବିଶେଷ ଲାଭବାନ ହେବେ। ପାରିବାରିକ କ୍ଷେତ୍ରରେ ଭୁଲ ବୁଝାମଣା କଟି ଯାଇ ଶାନ୍ତି ବାତାବରଣ ସୃଷ୍ଟି ହେବ। ସମୟ ପ୍ରଭାବତଃ ଅନୁକୂଳ ରହିବା ଫଳରେ ଆଶାତୀତ ଲାଭ ପାଇବାର ଆଶା ପରିଷ୍ଠାର ହୋଇଯିବ। ରାଜନୀତି କ୍ଷେତ୍ରରେ ସାମାଜିକ ପ୍ରତିଷ୍ଠା ଓ ଆତ୍ମବିଶ୍ୱାସ ବୃଦ୍ଧିପାଇବ। ପ୍ରତିକାର – ପ୍ରତ୍ୟେକ ଦିନ ମାଆବାପା, ଗୁରୁଙ୍କୁ ପ୍ରଣାମ କରନ୍ତୁ। [789, 1622, 1476, 1813]
column-divider [775, 577, 778, 2120]
remedy-text: ପ୍ରତ୍ୟେକ ଦିନ ହଳଦୀ ଚନ୍ଦନ ମସ୍ତକରେ ଧାରଣ କରନ୍ତୁ। [1100, 2028, 1446, 2047]
capricorn-icon: ♑ [789, 1628, 813, 1649]
sign-text: ବ୍ୟବସାୟରେ ମନ ଲଗେଇ କାମକଲେ ଭଲ ଲାଭପାଇବେ। ରେଶମୀବସ୍ତ୍ର, ଅଗରବତୀ, କ୍ଷୀର, ଦହି, ଘିଅ, ଚାନ୍ଦି, ବାଦ୍ୟଯନ୍ତ୍ର, ଚଳଚ୍ଚିତ୍ର, ଔଷଧ, ଶାଢ଼ୀ ଇତ୍ୟାଦି ବ୍ୟବସାୟର ଉଦ୍ୟୋଗ କରିପାରିବେ। ପ୍ରତିଯୋଗିତାରେ ଭଲଭାବେ ହୋଇ ଗୁରୁତ୍ୱପୂର୍ଣ୍ଣ ବିଭାଗର ଦାୟିତ୍ୱ ନେଇ ସୁଚାରୁରୂପେ ଚଳେଇ ପାରିବେ। ଦୀର୍ଘଦିନର ଆଶା ଏବେ ପୂରଣ ହେବ। ଉଚ୍ଚ ପଦବୀରେ ଅଧିଷ୍ଠିତ ହେବେ। ଛାତ୍ରଛାତ୍ରୀ ମାନଙ୍କର ସ୍ୱାସ୍ଥ୍ୟ ଭାବରେ ସାଧାରଣ ରହିଥିବା ଦୃଷ୍ଟିରୁ ଜରୁରୀ ଆବଶ୍ୟକ। ଖାଦ୍ୟପେୟ ପ୍ରତି ବିଶେଷ ଧ୍ୟାନ ଦେଇ ବ୍ୟାୟାମ କରିବା ଆବଶ୍ୟକ। କାର୍ଯ୍ୟାଳୟରେ ଆପଣଙ୍କ ବିରୋଧରେ କେହି ଶତ୍ରୁ ଗୁପ୍ତ ଷଡଯନ୍ତ୍ର କରି ପାରନ୍ତି। ବିଦେଶ ଯାତ୍ରାରେ କଷ୍ଟ ପାଇବେ। ପାରିବାରିକ କ୍ଷେତ୍ରରେ ଗୋଟିଏ ପାଖରେ ସ୍ନେହଶ୍ରଦ୍ଧାର ସ୍ରୋତ ବୁହାଇଥାଇବେ ଅନ୍ୟପାଖରେ ଭରସା ଓ ଅଶାନ୍ତି ନିଆଁ କୁଳୁଚିବ। [71, 588, 758, 776]
remedy-label: ପ୍ରତିକାର [499, 1512, 563, 1531]
sign-name: ସିଂହ [100, 1105, 128, 1127]
author-signature: ପଣ୍ଡିତ ପ୍ରମୋଦ ଶତପଥୀ [1314, 2139, 1484, 2171]
libra-icon: ♎ [71, 1370, 95, 1390]
leo-icon: ♌ [71, 1112, 95, 1132]
remedy-text: ପ୍ରତ୍ୟେକ ଦିନ ହରିଦ୍ରା ଚନ୍ଦନ ମୁଣ୍ଡରେ ଲଗାନ୍ତୁ। [789, 1230, 1476, 1272]
phone-numbers: 9861051545 & 9437019960 [1031, 368, 1503, 414]
sign-box-leo: ♌ ସିଂହ – ପାରିବାରିକ କ୍ଷେତ୍ରରେ ଭୁଲ ବୁଝାମଣା କଟିଯାଇ ଶାନ୍ତି ବାତାବରଣ ସୃଷ୍ଟି ହେବ। ନୂତନ ଯୋଜନା ପ୍ରସ୍ତୁତ କରି ବ୍ୟବସାୟର ପ୍ରସାର ଫଳରେ ଆଶାତୀତ ଆୟ ବୃଦ୍ଧି ପାଇବ। ରାଜନୀତି କ୍ଷେତ୍ରରେ ସାମାଜିକ କଲ୍ୟାଣ ଓ ଜାତିରକ୍ଷାରେ ପରିବେଶର ଉଦ୍ଦମ କରିବା ଫଳରେ ମାନସମ୍ମାନ ବୃଦ୍ଧି ହେବ। ଛାତ୍ର ଛାତ୍ରୀମାନଙ୍କର ନିଜର ଆତ୍ମନିରୀକ୍ଷଣ, ମନୋବୈଜ୍ଞାନିକ ତଥ୍ୟ, ଅନ୍ୱେଷଣ, ଅନ୍ତର୍ଦୃଷ୍ଟି ଏବଂ ଆନ୍ତରିକ ମୂଲ୍ୟାଙ୍କନର ଅନୁଭୂତି ଜାଗ୍ରତ ହେବ। ବାଣିଜ୍ୟର କ୍ଷେତ୍ରରେ ପରିବର୍ତ୍ତନ ଆସିବ। କୌଣସି ଜରୁରୀ କାର୍ଯ୍ୟକୁ ମନୋଯୋଗ ଦେଇ ପୂର୍ଣ୍ଣ କରିବେ। ବୃତ୍ତିଗତଥିବା ପଇସା କିମ୍ବା ଅଟକାଇଥିବା ଟଙ୍କା ଅର୍ଥ ନେଇ ଦେଇନଥିବା କେଳେବଳେ କୌଣସେ ଆଦାୟ କରିପାରିବେ। ପଡ଼ୋଶୀଙ୍କ ସହିତ ମଧୁର ସମ୍ପର୍କ ସ୍ଥାପନ ହେବ। ମନର ଉଦ୍ଦେଶ୍ୟ ଓ ଉଚ୍ଚ ଆକାଂକ୍ଷା ପୂର୍ଣ୍ଣ ହେବ। ପ୍ରତିକାର – ପ୍ରତ୍ୟେକ ଦିନ ବେଲ ପତ୍ରରେ ଚନ୍ଦନ ଘୋରି ଧାରଣ କରନ୍ତୁ। [71, 1105, 758, 1296]
directions-text: କଟକ ବାଦାମବାଡ଼ି ବସଷ୍ଟାଣ୍ଡରୁ ହାଇକୋର୍ଟ ଯାଉଥିବା ଅଟୋରେ ବସି ପୁରୀଘାଟ ଥାନା ପାଖରେ ଓହ୍ଲାଇ ଅଳ୍ପ ବାଟ ଆଗକୁ ଆସିଲେ ଆମ କ୍ଲିନିକ୍ [1031, 229, 1503, 368]
horoscope-grid [55, 574, 1490, 2123]
ailment-label-cough: କାଶ [48, 296, 163, 372]
aries-icon: ♈ [71, 592, 95, 612]
